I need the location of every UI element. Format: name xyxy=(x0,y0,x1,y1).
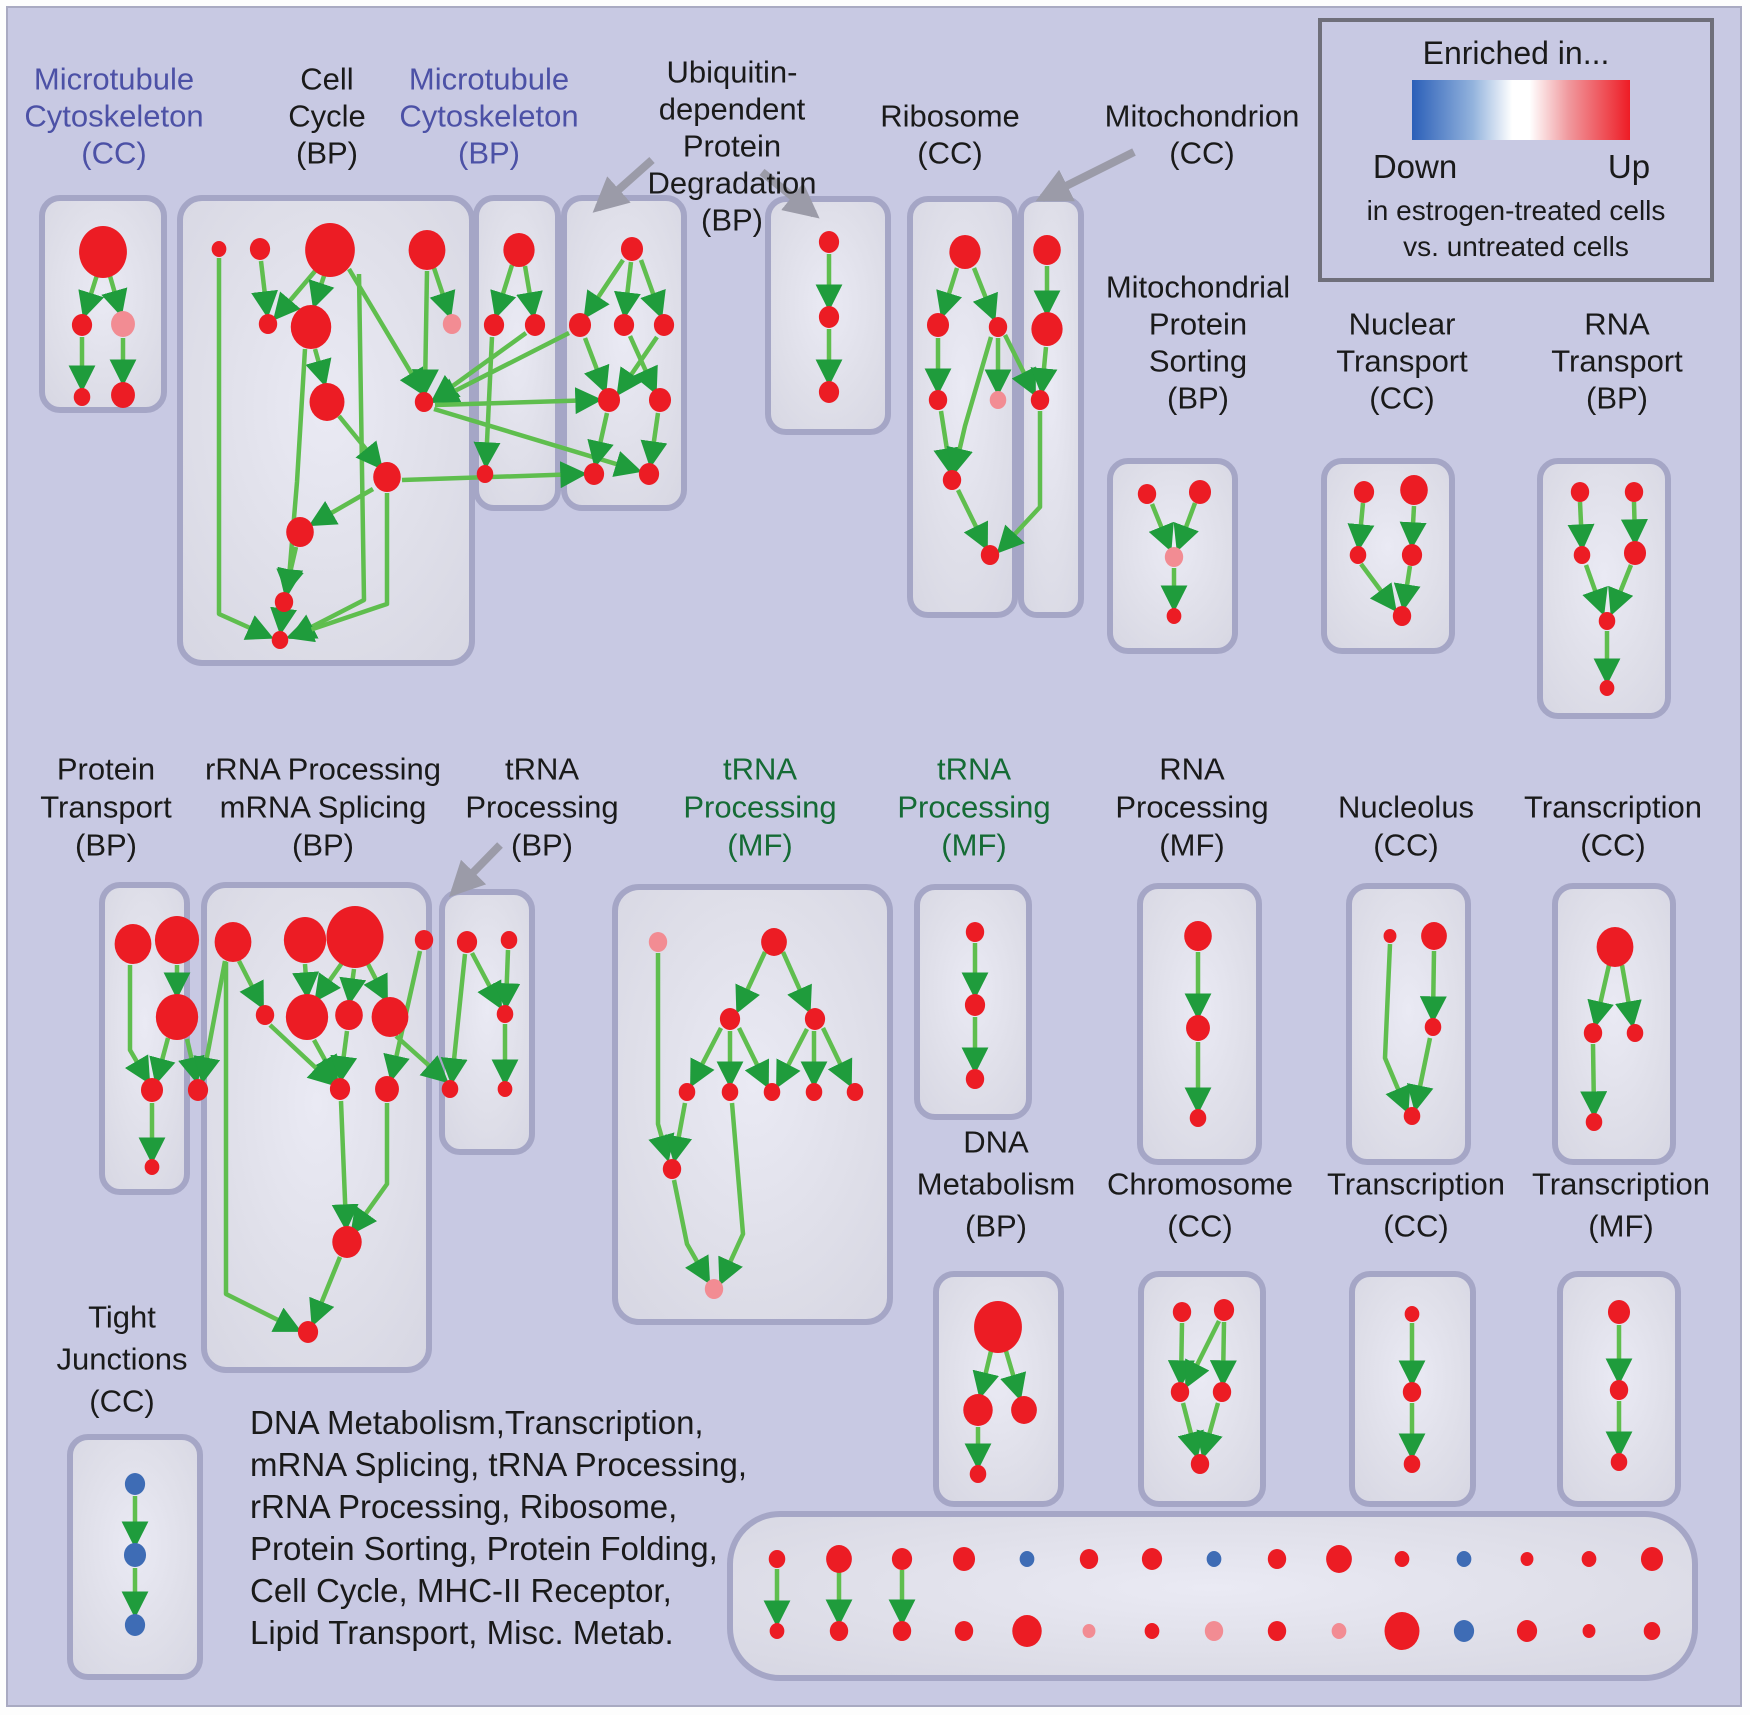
gene-node-red xyxy=(1611,1453,1628,1471)
edge-arrow xyxy=(1412,506,1414,543)
gene-node-red xyxy=(156,994,198,1040)
gene-node-red xyxy=(1600,680,1615,696)
legend-down-label: Down xyxy=(1372,148,1458,185)
gene-node-red xyxy=(614,314,634,336)
cluster-box-trna-processing-bp xyxy=(442,892,532,1152)
label-protein-transport: Protein Transport (BP) xyxy=(40,751,172,863)
gene-node-red xyxy=(501,931,518,949)
gene-node-red xyxy=(79,226,127,278)
edge-arrow xyxy=(506,950,508,1004)
gene-node-red xyxy=(1400,475,1428,505)
gene-node-red xyxy=(1421,922,1447,950)
label-nucleolus: Nucleolus (CC) xyxy=(1337,789,1475,863)
gene-node-red xyxy=(74,388,91,406)
label-mt-bp: Microtubule Cytoskeleton (BP) xyxy=(399,61,579,171)
edge-arrow xyxy=(281,613,283,629)
gene-node-red xyxy=(955,1621,973,1641)
edge-arrow xyxy=(1580,502,1582,545)
gene-node-red xyxy=(1142,1548,1162,1570)
gene-node-red xyxy=(569,313,591,337)
gene-node-red xyxy=(1393,606,1411,626)
gene-node-red xyxy=(806,1083,823,1101)
label-ubiquitin-degradation: Ubiquitin-dependent Protein Degradation (BP) xyxy=(647,54,817,238)
cluster-box-misc-clusters xyxy=(730,1514,1695,1678)
gene-node-pink xyxy=(111,311,135,337)
gene-node-red xyxy=(1184,921,1212,951)
gene-node-red xyxy=(1517,1620,1537,1642)
gene-node-red xyxy=(819,306,839,328)
gene-node-red xyxy=(720,1008,740,1030)
gene-node-red xyxy=(1521,1552,1534,1566)
legend-gradient-bar xyxy=(1412,80,1630,140)
legend-subtitle-line1: in estrogen-treated cells xyxy=(1366,195,1666,226)
edge-arrow xyxy=(305,964,307,993)
gene-node-red xyxy=(409,230,446,270)
edge-arrow xyxy=(1223,1322,1224,1381)
gene-node-red xyxy=(949,235,980,269)
gene-node-red xyxy=(1326,1545,1352,1573)
gene-node-red xyxy=(497,1005,514,1023)
label-trna-bp: tRNA Processing (BP) xyxy=(465,751,619,863)
gene-node-blue xyxy=(125,1614,145,1636)
label-transcription-mf: Transcription (MF) xyxy=(1531,1166,1711,1244)
gene-node-red xyxy=(484,314,504,336)
gene-node-red xyxy=(1031,390,1049,410)
gene-node-red xyxy=(892,1548,912,1570)
gene-node-blue xyxy=(125,1473,145,1495)
gene-node-red xyxy=(943,470,961,490)
gene-node-red xyxy=(1138,484,1156,504)
gene-node-red xyxy=(330,1078,350,1100)
gene-node-red xyxy=(847,1083,864,1101)
label-tight-junctions: Tight Junctions (CC) xyxy=(56,1299,188,1419)
label-mt-cc: Microtubule Cytoskeleton (CC) xyxy=(24,61,204,171)
gene-node-red xyxy=(1425,1018,1442,1036)
label-trna-mf-1: tRNA Processing (MF) xyxy=(683,751,837,863)
gene-node-red xyxy=(1627,1024,1644,1042)
gene-node-red xyxy=(953,1547,975,1571)
gene-node-red xyxy=(584,463,604,485)
gene-node-red xyxy=(1011,1396,1037,1424)
gene-node-pink xyxy=(1083,1624,1096,1638)
gene-node-red xyxy=(1608,1300,1630,1324)
gene-node-red xyxy=(1403,1382,1421,1402)
gene-node-red xyxy=(966,922,984,942)
legend-up-label: Up xyxy=(1607,148,1651,185)
gene-node-red xyxy=(503,233,534,267)
gene-node-red xyxy=(1268,1621,1286,1641)
label-cell-cycle: Cell Cycle (BP) xyxy=(288,61,366,171)
gene-node-red xyxy=(298,1321,318,1343)
gene-node-red xyxy=(1167,608,1182,624)
legend-subtitle-line2: vs. untreated cells xyxy=(1403,231,1629,262)
gene-node-red xyxy=(272,631,289,649)
gene-node-red xyxy=(1189,480,1211,504)
gene-node-red xyxy=(1597,927,1634,967)
gene-node-red xyxy=(970,1465,987,1483)
gene-node-red xyxy=(805,1008,825,1030)
gene-node-red xyxy=(111,382,135,408)
gene-node-blue xyxy=(1457,1551,1472,1567)
gene-node-red xyxy=(1173,1302,1191,1322)
gene-node-red xyxy=(1610,1380,1628,1400)
gene-node-pink xyxy=(1332,1623,1347,1639)
gene-node-red xyxy=(372,997,409,1037)
gene-node-red xyxy=(1186,1015,1210,1041)
label-misc-cluster-list: DNA Metabolism,Transcription, mRNA Splicing, tRNA Processing, rRNA Processing, Ribosome, Protein Sorting, Protein Folding, Cell Cycle, MHC-II Receptor, Lipid Transport, Misc. Metab. xyxy=(250,1404,748,1652)
gene-node-red xyxy=(332,1226,361,1258)
gene-node-red xyxy=(415,392,433,412)
gene-node-red xyxy=(1080,1549,1098,1569)
gene-node-red xyxy=(1586,1113,1603,1131)
gene-node-red xyxy=(1395,1551,1410,1567)
gene-node-red xyxy=(1033,235,1061,265)
gene-node-red xyxy=(145,1159,160,1175)
gene-node-red xyxy=(722,1083,739,1101)
gene-node-red xyxy=(761,928,787,956)
gene-node-pink xyxy=(649,932,667,952)
label-nuclear-transport: Nuclear Transport (CC) xyxy=(1336,306,1468,416)
gene-node-red xyxy=(929,390,947,410)
gene-node-red xyxy=(654,314,674,336)
gene-node-pink xyxy=(705,1279,723,1299)
annotation-arrow xyxy=(454,845,500,892)
gene-node-red xyxy=(1584,1023,1602,1043)
gene-node-red xyxy=(621,237,643,261)
gene-node-red xyxy=(1214,1299,1234,1321)
gene-node-blue xyxy=(1207,1551,1222,1567)
gene-node-red xyxy=(1171,1382,1189,1402)
gene-node-red xyxy=(335,1000,363,1030)
gene-node-red xyxy=(764,1083,781,1101)
gene-node-red xyxy=(375,1076,399,1102)
gene-node-red xyxy=(1213,1382,1231,1402)
gene-node-red xyxy=(1582,1551,1597,1567)
gene-node-red xyxy=(1583,1624,1596,1638)
gene-node-red xyxy=(819,231,839,253)
gene-node-red xyxy=(770,1623,785,1639)
gene-node-red xyxy=(286,517,314,547)
gene-node-red xyxy=(1031,312,1062,346)
gene-node-red xyxy=(649,388,671,412)
gene-node-red xyxy=(286,994,328,1040)
gene-node-red xyxy=(415,930,433,950)
edge-arrow xyxy=(1433,951,1434,1017)
annotation-arrow xyxy=(1042,152,1134,198)
gene-node-red xyxy=(1402,544,1422,566)
label-chromosome: Chromosome (CC) xyxy=(1106,1166,1294,1244)
label-rrna-mrna: rRNA Processing mRNA Splicing (BP) xyxy=(204,751,442,863)
gene-node-red xyxy=(525,314,545,336)
gene-node-red xyxy=(477,465,494,483)
gene-node-red xyxy=(373,462,401,492)
legend-title: Enriched in... xyxy=(1422,35,1610,71)
gene-node-pink xyxy=(1205,1621,1223,1641)
gene-node-blue xyxy=(1454,1620,1474,1642)
cluster-box-rna-transport-bp xyxy=(1540,461,1668,716)
label-rna-transport: RNA Transport (BP) xyxy=(1551,306,1683,416)
gene-node-red xyxy=(927,313,949,337)
label-mito-protein-sorting: Mitochondrial Protein Sorting (BP) xyxy=(1105,269,1291,416)
label-mitochondrion: Mitochondrion (CC) xyxy=(1104,98,1300,171)
edge-arrow xyxy=(425,271,427,390)
gene-node-red xyxy=(310,383,345,421)
edge-arrow xyxy=(1634,502,1635,540)
gene-node-pink xyxy=(1165,547,1183,567)
gene-node-red xyxy=(1350,546,1367,564)
gene-node-red xyxy=(1641,1547,1663,1571)
gene-node-red xyxy=(1404,1455,1421,1473)
gene-node-blue xyxy=(124,1543,146,1567)
gene-node-red xyxy=(639,463,659,485)
gene-node-red xyxy=(256,1005,274,1025)
gene-node-red xyxy=(188,1079,208,1101)
gene-node-red xyxy=(155,916,199,964)
gene-node-red xyxy=(679,1083,696,1101)
gene-node-red xyxy=(769,1550,786,1568)
gene-node-red xyxy=(1404,1107,1421,1125)
gene-node-red xyxy=(1385,1612,1420,1650)
gene-node-red xyxy=(1384,929,1397,943)
gene-node-red xyxy=(893,1621,911,1641)
gene-node-red xyxy=(442,1080,459,1098)
gene-node-blue xyxy=(1020,1551,1035,1567)
gene-node-red xyxy=(1624,541,1646,565)
gene-node-red xyxy=(1644,1622,1661,1640)
gene-node-pink xyxy=(990,391,1007,409)
label-trna-mf-2: tRNA Processing (MF) xyxy=(897,751,1051,863)
gene-node-red xyxy=(1012,1615,1041,1647)
gene-node-red xyxy=(250,238,270,260)
gene-node-red xyxy=(1405,1306,1420,1322)
gene-node-pink xyxy=(443,314,461,334)
gene-node-red xyxy=(963,1394,992,1426)
gene-node-red xyxy=(1574,546,1591,564)
gene-node-red xyxy=(1599,612,1616,630)
gene-node-red xyxy=(598,388,620,412)
network-figure xyxy=(8,8,1744,1709)
gene-node-red xyxy=(966,1069,984,1089)
gene-node-red xyxy=(284,917,326,963)
edge-arrow xyxy=(1181,1323,1182,1381)
gene-node-red xyxy=(1571,482,1589,502)
label-ribosome: Ribosome (CC) xyxy=(880,98,1020,171)
gene-node-red xyxy=(457,931,477,953)
gene-node-red xyxy=(1145,1623,1160,1639)
gene-node-red xyxy=(819,381,839,403)
gene-node-red xyxy=(275,592,293,612)
figure-canvas xyxy=(6,6,1742,1707)
gene-node-red xyxy=(259,314,277,334)
label-transcription-cc-mid: Transcription (CC) xyxy=(1523,789,1703,863)
gene-node-red xyxy=(305,223,355,277)
gene-node-red xyxy=(981,545,999,565)
label-rna-processing: RNA Processing (MF) xyxy=(1115,751,1269,863)
gene-node-red xyxy=(72,314,92,336)
label-transcription-cc-low: Transcription (CC) xyxy=(1326,1166,1506,1244)
gene-node-red xyxy=(215,922,252,962)
gene-node-red xyxy=(498,1081,513,1097)
label-dna-metabolism: DNA Metabolism (BP) xyxy=(916,1124,1076,1244)
gene-node-red xyxy=(141,1078,163,1102)
edge-arrow xyxy=(1593,1044,1594,1112)
gene-node-red xyxy=(212,241,227,257)
gene-node-red xyxy=(974,1301,1022,1353)
gene-node-red xyxy=(291,305,331,349)
gene-node-red xyxy=(663,1159,681,1179)
gene-node-red xyxy=(965,994,985,1016)
gene-node-red xyxy=(1191,1454,1209,1474)
cluster-box-nuclear-transport-cc xyxy=(1324,461,1452,651)
gene-node-red xyxy=(826,1545,852,1573)
gene-node-red xyxy=(1354,481,1374,503)
gene-node-red xyxy=(115,924,152,964)
gene-node-red xyxy=(1268,1549,1286,1569)
gene-node-red xyxy=(989,317,1007,337)
gene-node-red xyxy=(1190,1109,1207,1127)
gene-node-red xyxy=(326,906,383,968)
gene-node-red xyxy=(830,1621,848,1641)
gene-node-red xyxy=(1625,482,1643,502)
